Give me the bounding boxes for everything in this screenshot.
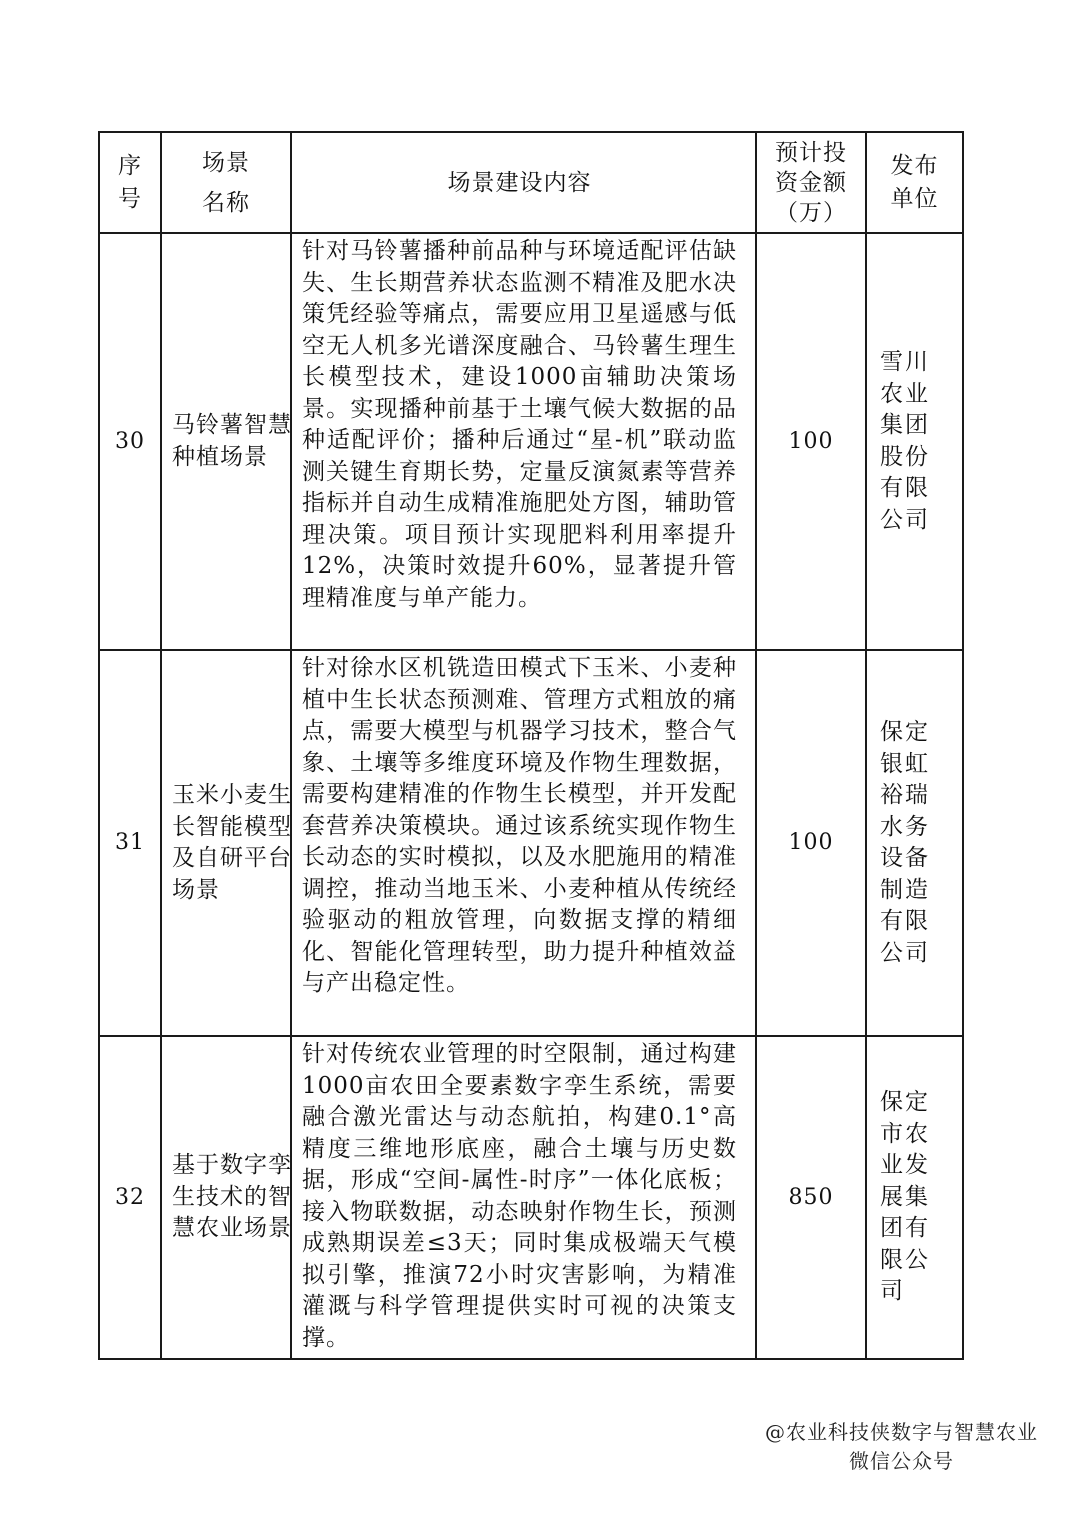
row-content-value: 针对传统农业管理的时空限制，通过构建1000亩农田全要素数字孪生系统，需要融合激光雷达与动态航拍，构建0.1°高精度三维地形底座，融合土壤与历史数据，形成“空间-属性-时序”一体化底板；接入物联数据，动态映射作物生长，预测成熟期误差≤3天；同时集成极端天气模拟引擎，推演72小时灾害影响，为精准灌溉与科学管理提供实时可视的决策支撑。 bbox=[302, 1041, 737, 1351]
row-publisher bbox=[866, 650, 963, 1036]
row-investment bbox=[756, 650, 866, 1036]
row-publisher-value: 雪川农业集团股份有限公司 bbox=[880, 349, 930, 533]
row-content-value: 针对徐水区机铣造田模式下玉米、小麦种植中生长状态预测难、管理方式粗放的痛点，需要大模型与机器学习技术，整合气象、土壤等多维度环境及作物生理数据，需要构建精准的作物生长模型，并开发配套营养决策模块。通过该系统实现作物生长动态的实时模拟，以及水肥施用的精准调控，推动当地玉米、小麦种植从传统经验驱动的粗放管理，向数据支撑的精细化、智能化管理转型，助力提升种植效益与产出稳定性。 bbox=[302, 655, 737, 996]
header-investment-label: 预计投 资金额 （万） bbox=[775, 139, 847, 226]
row-name-value: 基于数字孪生技术的智慧农业场景 bbox=[172, 1152, 292, 1242]
table-row bbox=[99, 1036, 963, 1359]
row-name bbox=[161, 650, 291, 1036]
row-content bbox=[291, 650, 756, 1036]
scenario-table bbox=[98, 131, 964, 1360]
row-publisher-value: 保定市农业发展集团有限公司 bbox=[880, 1089, 930, 1305]
row-content bbox=[291, 233, 756, 650]
row-name-value: 玉米小麦生长智能模型及自研平台场景 bbox=[172, 782, 292, 903]
row-name bbox=[161, 233, 291, 650]
row-publisher bbox=[866, 1036, 963, 1359]
table-header-row bbox=[99, 132, 963, 233]
row-investment bbox=[756, 233, 866, 650]
watermark-footer bbox=[765, 1418, 1038, 1476]
header-content bbox=[291, 132, 756, 233]
row-investment-value: 100 bbox=[788, 428, 834, 454]
row-publisher bbox=[866, 233, 963, 650]
header-publisher bbox=[866, 132, 963, 233]
row-investment bbox=[756, 1036, 866, 1359]
header-seq bbox=[99, 132, 161, 233]
header-content-label: 场景建设内容 bbox=[447, 170, 592, 196]
row-seq-value: 30 bbox=[115, 428, 145, 454]
footer-account-line: @农业科技侠数字与智慧农业 bbox=[765, 1420, 1038, 1444]
row-seq-value: 31 bbox=[115, 830, 145, 856]
row-seq bbox=[99, 1036, 161, 1359]
row-content-value: 针对马铃薯播种前品种与环境适配评估缺失、生长期营养状态监测不精准及肥水决策凭经验等痛点，需要应用卫星遥感与低空无人机多光谱深度融合、马铃薯生理生长模型技术，建设1000亩辅助决策场景。实现播种前基于土壤气候大数据的品种适配评价；播种后通过“星-机”联动监测关键生育期长势，定量反演氮素等营养指标并自动生成精准施肥处方图，辅助管理决策。项目预计实现肥料利用率提升12%，决策时效提升60%，显著提升管理精准度与单产能力。 bbox=[302, 238, 737, 611]
header-investment bbox=[756, 132, 866, 233]
header-name-label: 场景 名称 bbox=[202, 149, 250, 216]
row-name-value: 马铃薯智慧种植场景 bbox=[172, 412, 292, 470]
row-seq bbox=[99, 233, 161, 650]
row-content bbox=[291, 1036, 756, 1359]
footer-platform-line: 微信公众号 bbox=[849, 1449, 954, 1473]
row-seq-value: 32 bbox=[115, 1184, 145, 1210]
row-seq bbox=[99, 650, 161, 1036]
row-name bbox=[161, 1036, 291, 1359]
row-investment-value: 850 bbox=[788, 1184, 834, 1210]
row-investment-value: 100 bbox=[788, 830, 834, 856]
table-row bbox=[99, 233, 963, 650]
table-row bbox=[99, 650, 963, 1036]
row-publisher-value: 保定银虹裕瑞水务设备制造有限公司 bbox=[880, 719, 930, 966]
header-seq-label: 序 号 bbox=[118, 152, 142, 212]
header-publisher-label: 发布 单位 bbox=[890, 152, 939, 212]
header-name bbox=[161, 132, 291, 233]
